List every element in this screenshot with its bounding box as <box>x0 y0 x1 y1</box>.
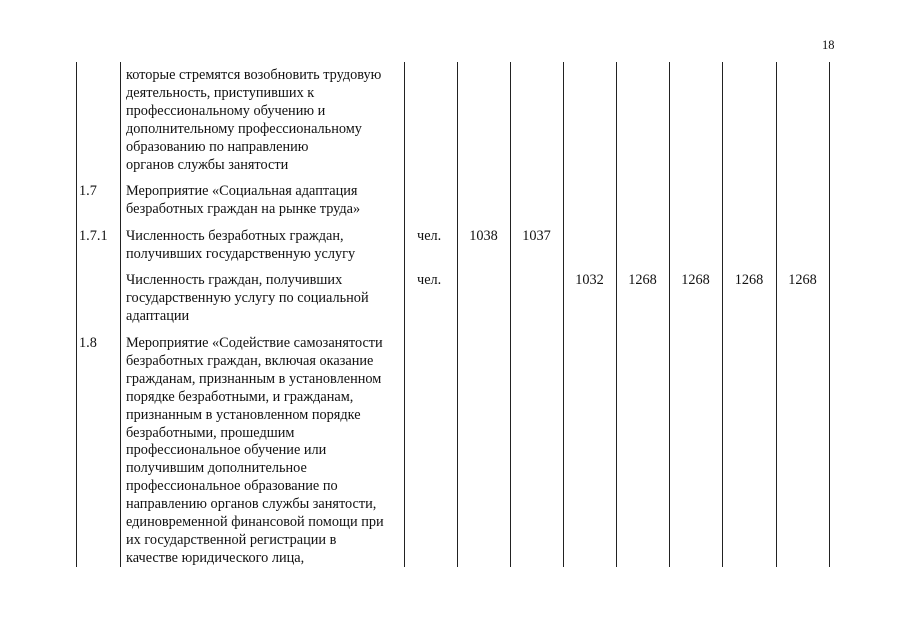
value-cell: 1268 <box>788 272 817 288</box>
row-number: 1.8 <box>79 335 97 351</box>
page-number: 18 <box>822 38 835 52</box>
value-cell: 1038 <box>469 228 498 244</box>
table-border-right <box>829 62 830 567</box>
table-divider <box>510 62 511 567</box>
table-divider <box>457 62 458 567</box>
row-description: Численность безработных граждан, получивших государственную услугу <box>126 228 356 262</box>
value-cell: 1037 <box>522 228 551 244</box>
row-number: 1.7 <box>79 183 97 199</box>
value-cell: 1268 <box>734 272 764 288</box>
row-unit: чел. <box>417 272 442 288</box>
table-divider <box>120 62 121 567</box>
row-description: которые стремятся возобновить трудовую деятельность, приступивших к профессиональному обучению и дополнительному профессиональному образованию по направлению органов службы занятости <box>126 67 382 173</box>
table-divider <box>616 62 617 567</box>
row-number: 1.7.1 <box>79 228 108 244</box>
row-unit: чел. <box>417 228 442 244</box>
table-divider <box>722 62 723 567</box>
row-description: Численность граждан, получивших государственную услугу по социальной адаптации <box>126 272 369 324</box>
table-divider <box>669 62 670 567</box>
row-description: Мероприятие «Социальная адаптация безработных граждан на рынке труда» <box>126 183 361 217</box>
table-border-left <box>76 62 77 567</box>
row-description: Мероприятие «Содействие самозанятости безработных граждан, включая оказание гражданам, признанным в установленном порядке безработными, и гражданам, признанным в установленном порядке безработными, прошедшим профессиональное обучение или получившим дополнительное профессиональное образование по направлению органов службы занятости, единовременной финансовой помощи при их государственной регистрации в качестве юридического лица, <box>126 335 384 566</box>
table-divider <box>776 62 777 567</box>
value-cell: 1268 <box>628 272 657 288</box>
table-divider <box>563 62 564 567</box>
value-cell: 1268 <box>681 272 710 288</box>
value-cell: 1032 <box>575 272 604 288</box>
